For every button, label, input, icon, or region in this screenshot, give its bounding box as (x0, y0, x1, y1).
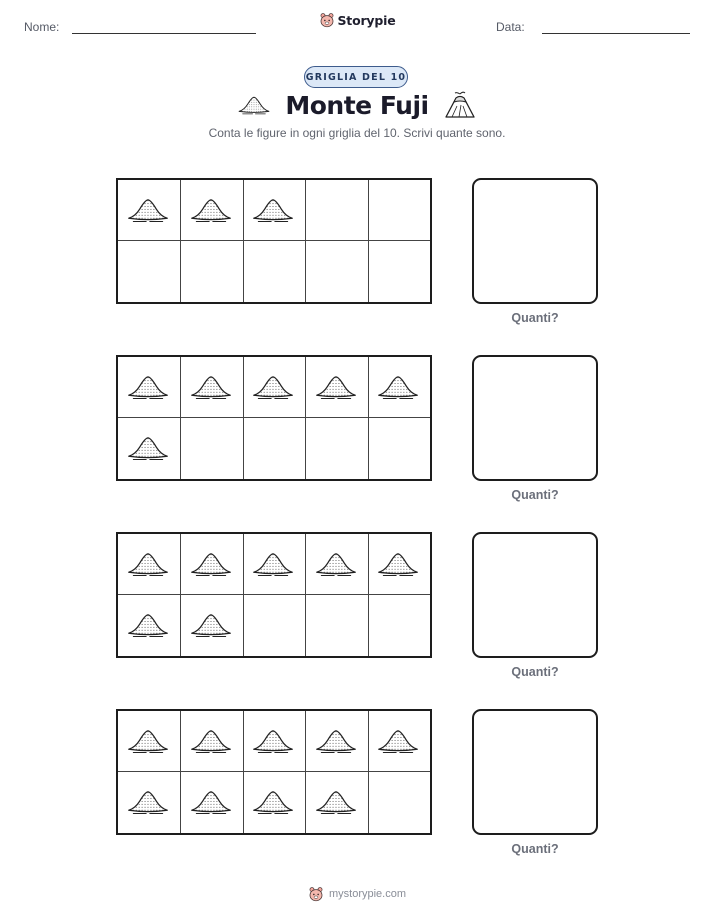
mountain-icon (376, 550, 420, 578)
mountain-icon (314, 373, 358, 401)
answer-box[interactable] (472, 355, 598, 481)
grid-cell (118, 357, 181, 418)
grid-cell (243, 418, 306, 479)
grid-cell (181, 241, 244, 302)
footer-url[interactable]: mystorypie.com (328, 888, 407, 900)
page-title: Monte Fuji (285, 90, 429, 120)
mountain-icon (251, 196, 295, 224)
mountain-icon (126, 373, 170, 401)
name-label: Nome: (24, 20, 60, 34)
mountain-icon (189, 550, 233, 578)
mountain-icon (126, 727, 170, 755)
mountain-icon (189, 788, 233, 816)
section-badge: GRIGLIA DEL 10 (304, 66, 408, 88)
grid-cell (118, 180, 181, 241)
grid-cell (243, 180, 306, 241)
mountain-icon (189, 373, 233, 401)
grid-cell (243, 711, 306, 772)
grid-cell (243, 534, 306, 595)
grid-cell (118, 772, 181, 833)
mountain-icon (126, 611, 170, 639)
answer-box[interactable] (472, 532, 598, 658)
volcano-icon (443, 90, 477, 120)
mountain-icon (126, 788, 170, 816)
grid-cell (306, 534, 369, 595)
answer-box[interactable] (472, 178, 598, 304)
grid-cell (306, 180, 369, 241)
ten-frame (116, 532, 432, 658)
grid-cell (306, 772, 369, 833)
title-row (0, 90, 714, 120)
date-line[interactable] (542, 33, 690, 34)
answer-box[interactable] (472, 709, 598, 835)
mountain-icon (314, 550, 358, 578)
answer-label: Quanti? (511, 488, 559, 502)
grid-cell (368, 772, 431, 833)
grid-cell (368, 711, 431, 772)
ten-frame (116, 709, 432, 835)
mountain-icon (314, 727, 358, 755)
mascot-icon (308, 886, 324, 902)
brand-logo (0, 12, 714, 28)
grid-cell (368, 357, 431, 418)
mountain-icon (376, 373, 420, 401)
answer-label: Quanti? (511, 842, 559, 856)
mountain-icon (189, 611, 233, 639)
mountain-icon (189, 196, 233, 224)
mountain-icon (251, 550, 295, 578)
mountain-icon (126, 550, 170, 578)
grid-cell (243, 772, 306, 833)
ten-frame (116, 178, 432, 304)
instructions: Conta le figure in ogni griglia del 10. Scrivi quante sono. (208, 126, 506, 140)
grid-cell (368, 534, 431, 595)
grid-cell (181, 534, 244, 595)
grid-cell (181, 180, 244, 241)
grid-cell (243, 595, 306, 656)
name-line[interactable] (72, 33, 256, 34)
mountain-icon (189, 727, 233, 755)
brand-name: Storypie (337, 12, 396, 28)
grid-cell (306, 595, 369, 656)
grid-cell (368, 418, 431, 479)
grid-cell (306, 711, 369, 772)
mountain-icon (251, 727, 295, 755)
footer (0, 886, 714, 902)
mascot-icon (319, 12, 335, 28)
mountain-icon (126, 434, 170, 462)
date-label: Data: (496, 20, 525, 34)
grid-cell (181, 357, 244, 418)
mountain-icon (376, 727, 420, 755)
grid-cell (181, 595, 244, 656)
mountain-icon (237, 94, 271, 116)
grid-cell (118, 534, 181, 595)
mountain-icon (251, 373, 295, 401)
answer-label: Quanti? (511, 665, 559, 679)
grid-cell (243, 357, 306, 418)
grid-cell (118, 595, 181, 656)
answer-label: Quanti? (511, 311, 559, 325)
grid-cell (368, 595, 431, 656)
mountain-icon (251, 788, 295, 816)
grid-cell (306, 357, 369, 418)
grid-cell (368, 241, 431, 302)
grid-cell (181, 772, 244, 833)
grid-cell (181, 711, 244, 772)
mountain-icon (314, 788, 358, 816)
grid-cell (306, 418, 369, 479)
grid-cell (306, 241, 369, 302)
grid-cell (243, 241, 306, 302)
grid-cell (118, 418, 181, 479)
ten-frame (116, 355, 432, 481)
grid-cell (181, 418, 244, 479)
grid-cell (118, 241, 181, 302)
grid-cell (118, 711, 181, 772)
mountain-icon (126, 196, 170, 224)
grid-cell (368, 180, 431, 241)
